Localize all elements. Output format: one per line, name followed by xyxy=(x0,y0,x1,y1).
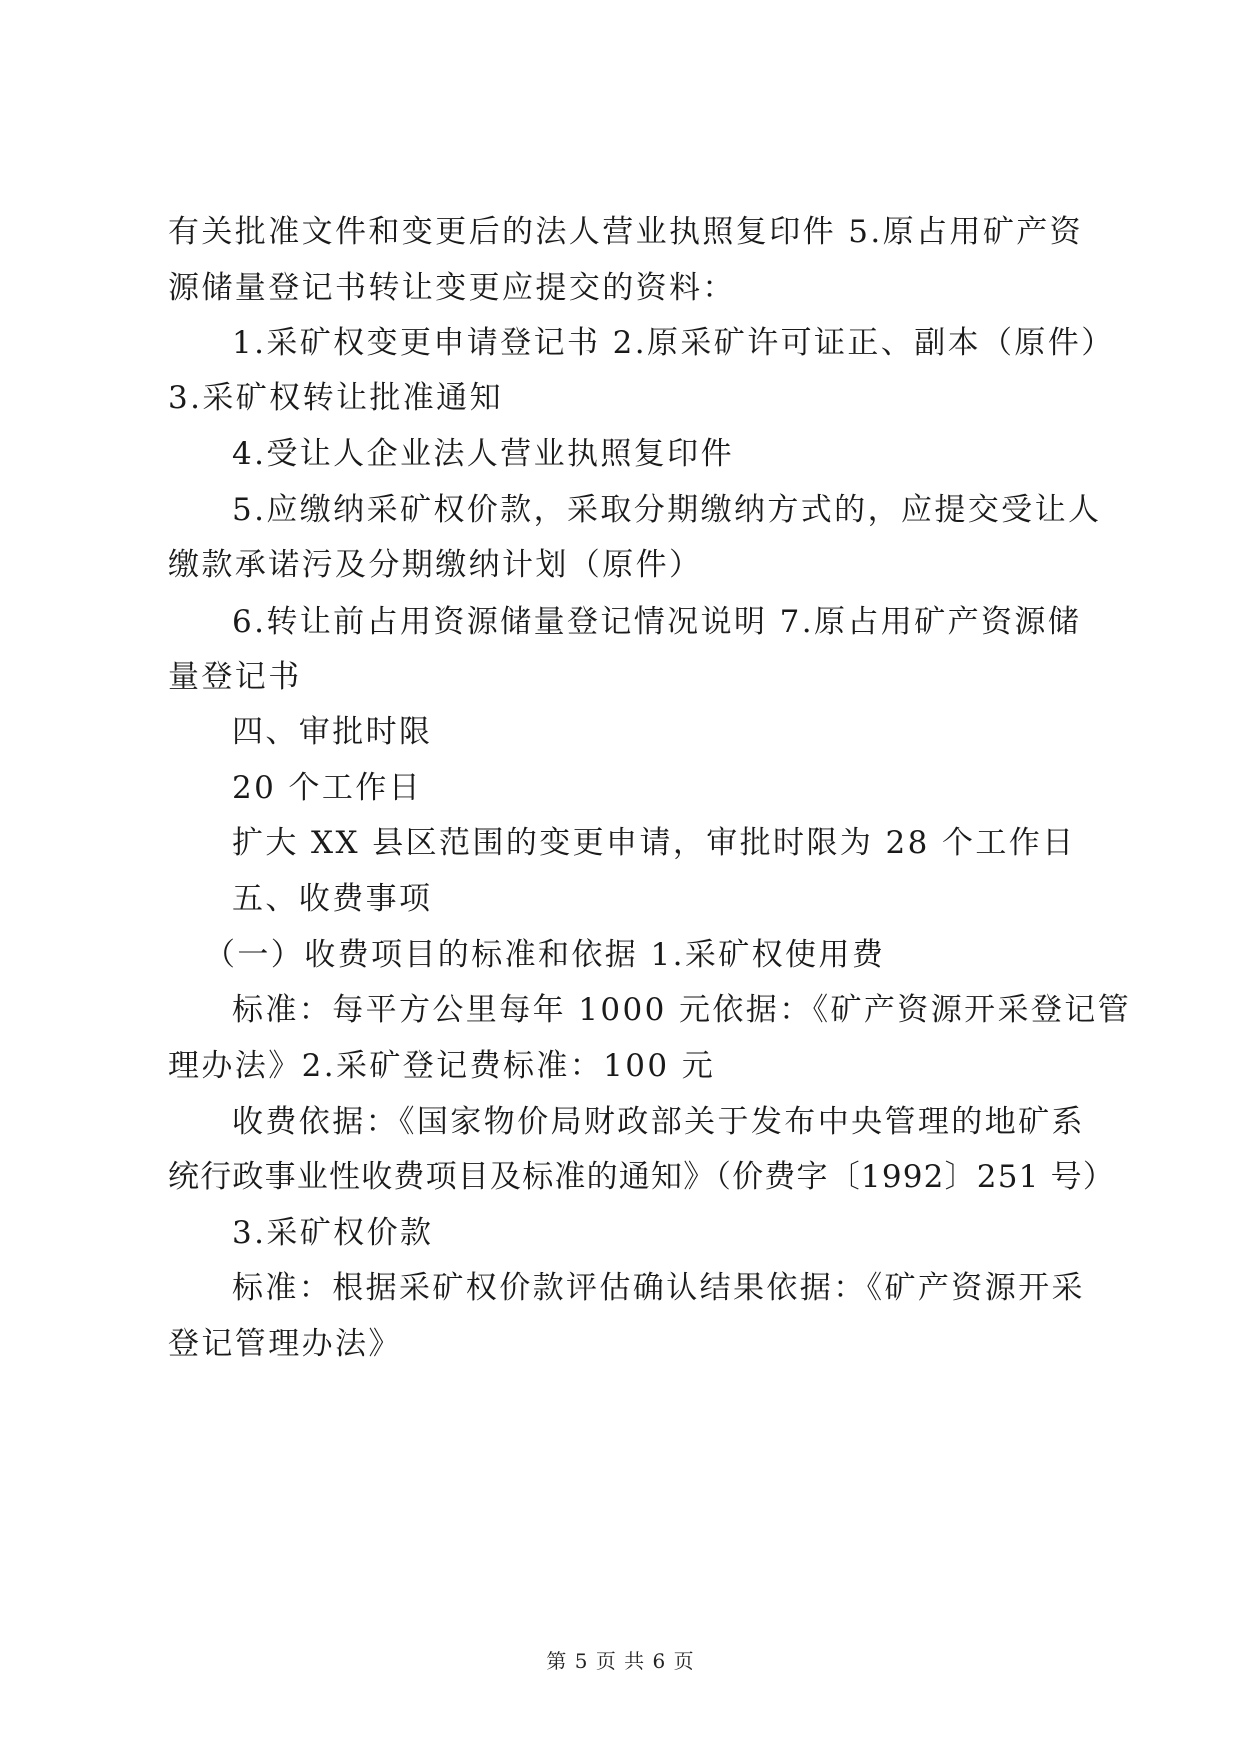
body-text-line: 登记管理办法》 xyxy=(168,1326,402,1362)
section-heading: 五、收费事项 xyxy=(232,881,433,917)
body-text-line: 源储量登记书转让变更应提交的资料： xyxy=(168,270,736,306)
body-text-line: 5.应缴纳采矿权价款，采取分期缴纳方式的，应提交受让人 xyxy=(232,492,1102,528)
body-text-line: 3.采矿权价款 xyxy=(232,1215,434,1251)
body-text-line: 缴款承诺污及分期缴纳计划（原件） xyxy=(168,547,703,583)
body-text-line: 20 个工作日 xyxy=(232,770,423,806)
body-text-line: 理办法》2.采矿登记费标准：100 元 xyxy=(168,1048,716,1084)
body-text-line: 有关批准文件和变更后的法人营业执照复印件 5.原占用矿产资 xyxy=(168,214,1084,250)
body-text-line: 1.采矿权变更申请登记书 2.原采矿许可证正、副本（原件） xyxy=(232,325,1115,361)
body-text-line: 收费依据：《国家物价局财政部关于发布中央管理的地矿系 xyxy=(232,1104,1085,1140)
body-text-line: 扩大 XX 县区范围的变更申请，审批时限为 28 个工作日 xyxy=(232,825,1076,861)
body-text-line: 6.转让前占用资源储量登记情况说明 7.原占用矿产资源储 xyxy=(232,604,1082,640)
body-text-line: 3.采矿权转让批准通知 xyxy=(168,380,503,416)
subsection-heading: （一）收费项目的标准和依据 1.采矿权使用费 xyxy=(204,937,886,973)
body-text-line: 标准：根据采矿权价款评估确认结果依据：《矿产资源开采 xyxy=(232,1270,1085,1306)
page-number-footer: 第 5 页 共 6 页 xyxy=(546,1649,695,1673)
section-heading: 四、审批时限 xyxy=(232,714,433,750)
body-text-line: 统行政事业性收费项目及标准的通知》（价费字〔1992〕251 号） xyxy=(168,1159,1116,1195)
body-text-line: 4.受让人企业法人营业执照复印件 xyxy=(232,436,734,472)
body-text-line: 量登记书 xyxy=(168,659,302,695)
body-text-line: 标准：每平方公里每年 1000 元依据：《矿产资源开采登记管 xyxy=(232,992,1132,1028)
